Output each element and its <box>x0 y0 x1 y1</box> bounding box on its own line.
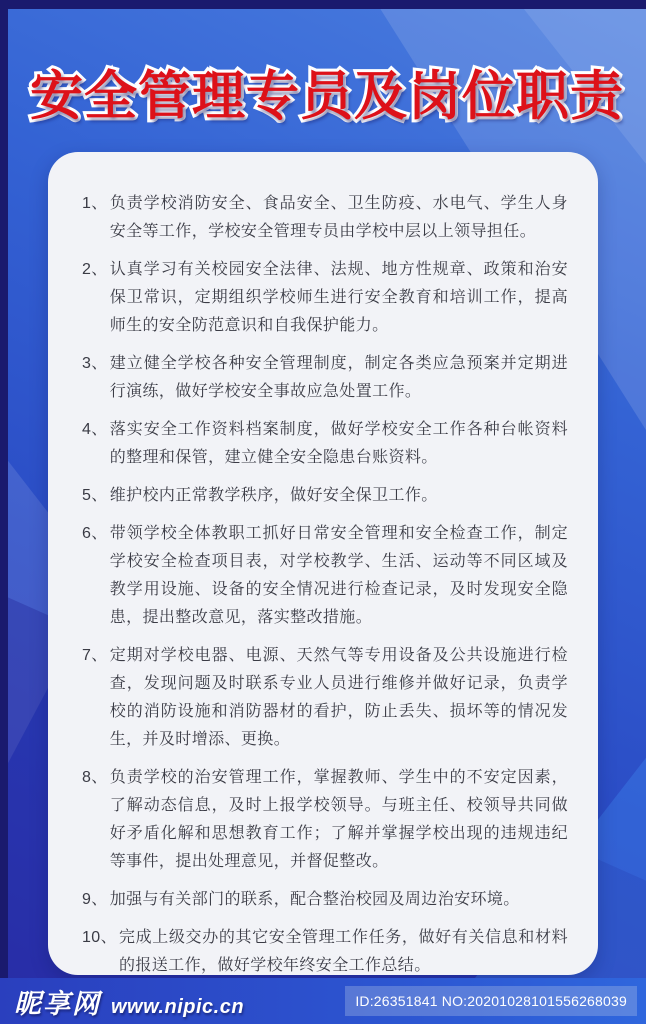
duty-item <box>82 924 568 975</box>
duty-text: 负责学校消防安全、食品安全、卫生防疫、水电气、学生人身安全等工作，学校安全管理专员由学校中层以上领导担任。 <box>109 195 568 240</box>
duty-text: 带领学校全体教职工抓好日常安全管理和安全检查工作，制定学校安全检查项目表，对学校教学、生活、运动等不同区域及教学用设施、设备的安全情况进行检查记录，及时发现安全隐患，提出整改意见，落实整改措施。 <box>109 525 568 626</box>
duty-item <box>82 416 568 472</box>
duty-number: 7、 <box>82 647 108 664</box>
duty-item <box>82 886 568 914</box>
duty-number: 1、 <box>82 195 108 212</box>
duty-number: 3、 <box>82 355 108 372</box>
duty-text: 维护校内正常教学秩序，做好安全保卫工作。 <box>109 487 438 504</box>
duty-text: 加强与有关部门的联系，配合整治校园及周边治安环境。 <box>109 891 520 908</box>
watermark-id-badge: ID:26351841 NO:20201028101556268039 <box>345 986 637 1016</box>
duty-number: 9、 <box>82 891 108 908</box>
duty-number: 6、 <box>82 525 108 542</box>
duty-text: 认真学习有关校园安全法律、法规、地方性规章、政策和治安保卫常识，定期组织学校师生进行安全教育和培训工作，提高师生的安全防范意识和自我保护能力。 <box>109 261 568 334</box>
frame-border-top <box>0 0 646 9</box>
duty-item <box>82 482 568 510</box>
poster-title: 安全管理专员及岗位职责 <box>30 67 624 126</box>
duty-text: 负责学校的治安管理工作，掌握教师、学生中的不安定因素，了解动态信息，及时上报学校领导。与班主任、校领导共同做好矛盾化解和思想教育工作；了解并掌握学校出现的违规违纪等事件，提出处理意见，并督促整改。 <box>109 769 568 870</box>
duty-number: 5、 <box>82 487 108 504</box>
duty-text: 建立健全学校各种安全管理制度，制定各类应急预案并定期进行演练，做好学校安全事故应急处置工作。 <box>109 355 568 400</box>
duty-number: 8、 <box>82 769 108 786</box>
site-url: www.nipic.cn <box>111 995 245 1018</box>
duty-item <box>82 256 568 340</box>
duty-text: 定期对学校电器、电源、天然气等专用设备及公共设施进行检查，发现问题及时联系专业人员进行维修并做好记录，负责学校的消防设施和消防器材的看护，防止丢失、损坏等的情况发生，并及时增添、更换。 <box>109 647 568 748</box>
frame-border-left <box>0 0 8 1024</box>
duty-number: 10、 <box>82 929 117 946</box>
duty-item <box>82 520 568 632</box>
duty-item <box>82 764 568 876</box>
duty-text: 落实安全工作资料档案制度，做好学校安全工作各种台帐资料的整理和保管，建立健全安全隐患台账资料。 <box>109 421 568 466</box>
duty-item <box>82 642 568 754</box>
duty-number: 4、 <box>82 421 108 438</box>
duties-card <box>48 152 598 975</box>
duty-text: 完成上级交办的其它安全管理工作任务，做好有关信息和材料的报送工作，做好学校年终安全工作总结。 <box>119 929 568 974</box>
duties-list <box>82 190 568 975</box>
site-name: 昵享网 <box>14 988 101 1019</box>
footer-watermark-bar <box>0 978 646 1024</box>
site-logo <box>14 982 244 1021</box>
duty-item <box>82 350 568 406</box>
duty-item <box>82 190 568 246</box>
duty-number: 2、 <box>82 261 108 278</box>
